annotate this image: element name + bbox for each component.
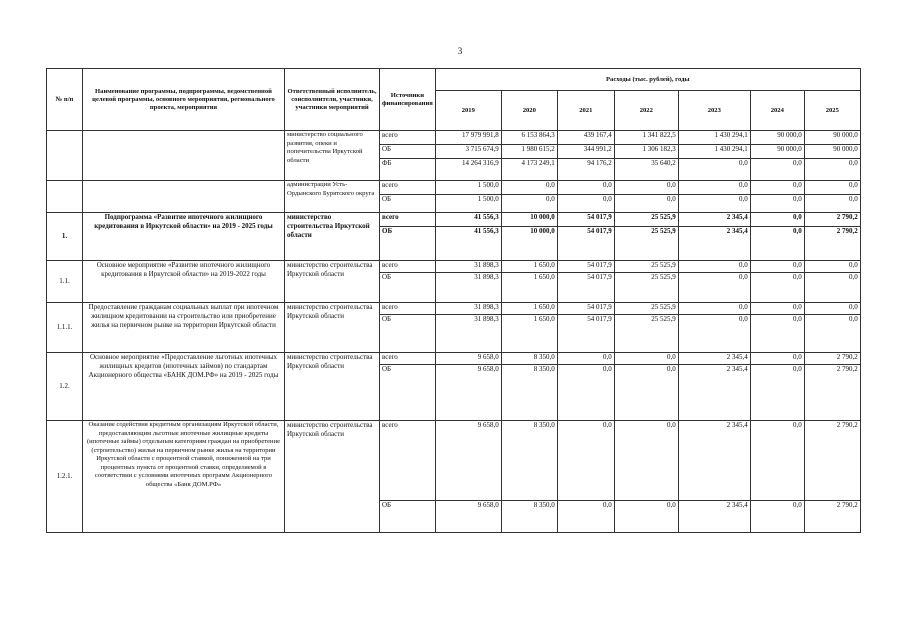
value-cell: 1 980 615,2 <box>501 145 557 159</box>
value-cell: 344 991,2 <box>557 145 614 159</box>
value-cell: 0,0 <box>750 227 804 261</box>
value-cell: 90 000,0 <box>804 131 860 145</box>
table-row <box>47 353 861 365</box>
row-name: Оказание содействия кредитным организациям Иркутской области, предоставляющим льготные ипотечные жилищные кредиты (ипотечные займы) отдельным категориям граждан на приобретение (строительство) жилья на первичном рынке жилья на территории Иркутской области с процентной ставкой, пониженной на три процентных пункта от процентной ставки, определяемой в соответствии с условиями ипотечных программ Акционерного общества «Банк ДОМ.РФ» <box>83 421 285 533</box>
table-row <box>47 261 861 273</box>
value-cell: 0,0 <box>750 159 804 181</box>
source-cell: всего <box>380 261 436 273</box>
value-cell: 2 345,4 <box>678 353 750 365</box>
value-cell: 0,0 <box>678 159 750 181</box>
value-cell: 31 898,3 <box>435 303 501 315</box>
value-cell: 0,0 <box>804 261 860 273</box>
value-cell: 1 430 294,1 <box>678 131 750 145</box>
value-cell: 0,0 <box>678 315 750 353</box>
year-2021: 2021 <box>557 91 614 131</box>
value-cell: 0,0 <box>501 181 557 195</box>
value-cell: 0,0 <box>804 273 860 303</box>
value-cell: 0,0 <box>614 421 678 501</box>
source-cell: всего <box>380 131 436 145</box>
value-cell: 41 556,3 <box>435 227 501 261</box>
year-2025: 2025 <box>804 91 860 131</box>
value-cell: 14 264 316,9 <box>435 159 501 181</box>
source-cell: ОБ <box>380 315 436 353</box>
source-cell: ОБ <box>380 145 436 159</box>
source-cell: всего <box>380 303 436 315</box>
table-row <box>47 181 861 195</box>
value-cell: 9 658,0 <box>435 421 501 501</box>
value-cell: 0,0 <box>750 195 804 213</box>
value-cell: 6 153 864,3 <box>501 131 557 145</box>
value-cell: 8 350,0 <box>501 421 557 501</box>
source-cell: всего <box>380 213 436 227</box>
value-cell: 2 345,4 <box>678 501 750 533</box>
budget-table <box>46 68 861 533</box>
executor-cell: министерство строительства Иркутской области <box>285 213 380 261</box>
value-cell: 9 658,0 <box>435 353 501 365</box>
value-cell: 0,0 <box>678 195 750 213</box>
header-row-top <box>47 69 861 91</box>
value-cell: 0,0 <box>557 421 614 501</box>
row-name: Предоставление гражданам социальных выплат при ипотечном жилищном кредитовании на строительство или приобретение жилья на первичном рынке на территории Иркутской области <box>83 303 285 353</box>
source-cell: ОБ <box>380 273 436 303</box>
value-cell: 94 176,2 <box>557 159 614 181</box>
value-cell: 31 898,3 <box>435 273 501 303</box>
value-cell: 2 345,4 <box>678 365 750 421</box>
value-cell: 25 525,9 <box>614 227 678 261</box>
executor-cell: министерство строительства Иркутской области <box>285 421 380 533</box>
value-cell: 54 017,9 <box>557 315 614 353</box>
value-cell: 54 017,9 <box>557 227 614 261</box>
table-row <box>47 213 861 227</box>
value-cell: 54 017,9 <box>557 213 614 227</box>
value-cell: 0,0 <box>614 501 678 533</box>
header-expenses: Расходы (тыс. рублей), годы <box>435 69 860 91</box>
value-cell: 0,0 <box>750 353 804 365</box>
value-cell: 0,0 <box>614 365 678 421</box>
value-cell: 2 790,2 <box>804 353 860 365</box>
value-cell: 17 979 991,8 <box>435 131 501 145</box>
header-executor: Ответственный исполнитель, соисполнители, участники, участники мероприятий <box>285 69 380 131</box>
year-2019: 2019 <box>435 91 501 131</box>
value-cell: 2 345,4 <box>678 421 750 501</box>
value-cell: 0,0 <box>804 181 860 195</box>
executor-cell: министерство строительства Иркутской области <box>285 303 380 353</box>
value-cell: 10 000,0 <box>501 227 557 261</box>
value-cell: 2 790,2 <box>804 501 860 533</box>
source-cell: ОБ <box>380 365 436 421</box>
row-number: 1.2.1. <box>47 421 83 533</box>
table-row <box>47 131 861 145</box>
value-cell: 0,0 <box>557 501 614 533</box>
table-row <box>47 421 861 501</box>
value-cell: 0,0 <box>750 365 804 421</box>
value-cell: 0,0 <box>557 353 614 365</box>
value-cell: 0,0 <box>750 261 804 273</box>
value-cell: 2 790,2 <box>804 421 860 501</box>
value-cell: 0,0 <box>678 181 750 195</box>
value-cell: 1 306 182,3 <box>614 145 678 159</box>
source-cell: всего <box>380 353 436 365</box>
header-name: Наименование программы, подпрограммы, ведомственной целевой программы, основного мероприятия, регионального проекта, мероприятия <box>83 69 285 131</box>
value-cell: 0,0 <box>557 195 614 213</box>
value-cell: 1 650,0 <box>501 273 557 303</box>
source-cell: ОБ <box>380 195 436 213</box>
value-cell: 8 350,0 <box>501 501 557 533</box>
source-cell: всего <box>380 421 436 501</box>
year-2023: 2023 <box>678 91 750 131</box>
value-cell: 2 790,2 <box>804 213 860 227</box>
executor-cell: министерство строительства Иркутской области <box>285 261 380 303</box>
value-cell: 1 500,0 <box>435 181 501 195</box>
table-row <box>47 303 861 315</box>
executor-cell: администрации Усть-Ордынского Бурятского округа <box>285 181 380 213</box>
value-cell: 1 341 822,5 <box>614 131 678 145</box>
value-cell: 0,0 <box>750 303 804 315</box>
value-cell: 10 000,0 <box>501 213 557 227</box>
value-cell: 25 525,9 <box>614 303 678 315</box>
value-cell: 25 525,9 <box>614 261 678 273</box>
value-cell: 25 525,9 <box>614 213 678 227</box>
value-cell: 0,0 <box>750 501 804 533</box>
value-cell: 9 658,0 <box>435 501 501 533</box>
header-num: № п/п <box>47 69 83 131</box>
value-cell: 0,0 <box>804 303 860 315</box>
value-cell: 0,0 <box>614 195 678 213</box>
value-cell: 25 525,9 <box>614 273 678 303</box>
value-cell: 0,0 <box>804 195 860 213</box>
value-cell: 41 556,3 <box>435 213 501 227</box>
value-cell: 2 345,4 <box>678 213 750 227</box>
value-cell: 54 017,9 <box>557 261 614 273</box>
value-cell: 0,0 <box>678 261 750 273</box>
value-cell: 0,0 <box>614 353 678 365</box>
source-cell: ФБ <box>380 159 436 181</box>
value-cell: 90 000,0 <box>750 131 804 145</box>
value-cell: 1 650,0 <box>501 261 557 273</box>
row-number: 1.1. <box>47 261 83 303</box>
value-cell: 0,0 <box>557 365 614 421</box>
executor-cell: министерство социального развития, опеки и попечительства Иркутской области <box>285 131 380 181</box>
source-cell: ОБ <box>380 227 436 261</box>
value-cell: 8 350,0 <box>501 353 557 365</box>
header-source: Источники финансирования <box>380 69 436 131</box>
value-cell: 2 345,4 <box>678 227 750 261</box>
executor-cell: министерство строительства Иркутской области <box>285 353 380 421</box>
value-cell: 0,0 <box>678 273 750 303</box>
row-name: Подпрограмма «Развитие ипотечного жилищного кредитования в Иркутской области» на 2019 - 2025 годы <box>83 213 285 261</box>
value-cell: 2 790,2 <box>804 227 860 261</box>
value-cell: 25 525,9 <box>614 315 678 353</box>
value-cell: 1 650,0 <box>501 303 557 315</box>
year-2022: 2022 <box>614 91 678 131</box>
value-cell: 90 000,0 <box>750 145 804 159</box>
source-cell: ОБ <box>380 501 436 533</box>
value-cell: 0,0 <box>750 213 804 227</box>
value-cell: 0,0 <box>804 159 860 181</box>
value-cell: 2 790,2 <box>804 365 860 421</box>
value-cell: 439 167,4 <box>557 131 614 145</box>
value-cell: 31 898,3 <box>435 261 501 273</box>
value-cell: 31 898,3 <box>435 315 501 353</box>
value-cell: 4 173 249,1 <box>501 159 557 181</box>
year-2024: 2024 <box>750 91 804 131</box>
row-number: 1.2. <box>47 353 83 421</box>
value-cell: 0,0 <box>750 273 804 303</box>
value-cell: 0,0 <box>750 421 804 501</box>
value-cell: 8 350,0 <box>501 365 557 421</box>
value-cell: 0,0 <box>750 181 804 195</box>
value-cell: 9 658,0 <box>435 365 501 421</box>
value-cell: 0,0 <box>750 315 804 353</box>
row-number: 1.1.1. <box>47 303 83 353</box>
value-cell: 1 650,0 <box>501 315 557 353</box>
value-cell: 0,0 <box>804 315 860 353</box>
value-cell: 0,0 <box>501 195 557 213</box>
value-cell: 0,0 <box>678 303 750 315</box>
page-number: 3 <box>457 46 463 56</box>
value-cell: 54 017,9 <box>557 303 614 315</box>
row-name: Основное мероприятие «Развитие ипотечного жилищного кредитования в Иркутской области» на 2019-2022 годы <box>83 261 285 303</box>
value-cell: 1 430 294,1 <box>678 145 750 159</box>
year-2020: 2020 <box>501 91 557 131</box>
value-cell: 0,0 <box>557 181 614 195</box>
value-cell: 35 640,2 <box>614 159 678 181</box>
value-cell: 1 500,0 <box>435 195 501 213</box>
value-cell: 3 715 674,9 <box>435 145 501 159</box>
value-cell: 54 017,9 <box>557 273 614 303</box>
value-cell: 0,0 <box>614 181 678 195</box>
source-cell: всего <box>380 181 436 195</box>
row-name: Основное мероприятие «Предоставление льготных ипотечных жилищных кредитов (ипотечных займов) по стандартам Акционерного общества «БАНК ДОМ.РФ» на 2019 - 2025 годы <box>83 353 285 421</box>
row-number: 1. <box>47 213 83 261</box>
value-cell: 90 000,0 <box>804 145 860 159</box>
